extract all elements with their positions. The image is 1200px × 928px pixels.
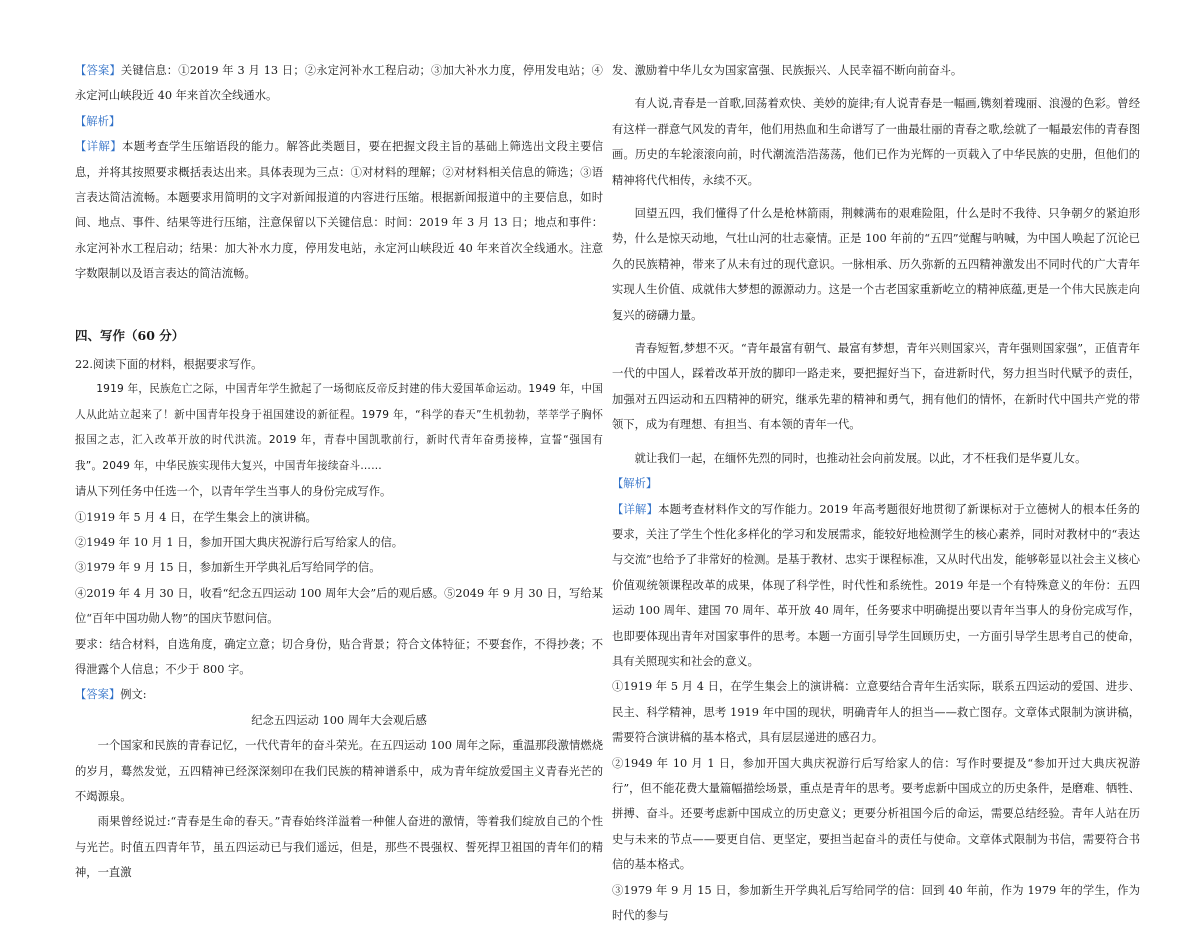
essay-title: 纪念五四运动 100 周年大会观后感: [251, 713, 427, 727]
essay-paragraph-6: 就让我们一起，在缅怀先烈的同时，也推动社会向前发展。以此，才不枉我们是华夏儿女。: [634, 451, 1087, 465]
essay-paragraph-1: 一个国家和民族的青春记忆，一代代青年的奋斗荣光。在五四运动 100 周年之际，重温那段激情燃烧的岁月，蓦然发觉，五四精神已经深深刻印在我们民族的精神谱系中，成为青年绽放爱国主义青春光芒的不竭源泉。: [75, 739, 603, 803]
answer-example-label: 例文:: [120, 688, 147, 702]
detail-paragraph: [75, 134, 603, 286]
essay-paragraph-4: 回望五四，我们懂得了什么是枪林箭雨，荆棘满布的艰难险阻，什么是时不我待、只争朝夕的紧迫形势，什么是惊天动地，气壮山河的壮志豪情。正是 100 年前的“五四”觉醒与呐喊，为中国人唤起了沉论已久的民族精神，带来了从未有过的现代意识。一脉相承、历久弥新的五四精神激发出不同时代的广大青年实现人生价值、成就伟大梦想的源源动力。这是一个古老国家重新屹立的精神底蕴,更是一个伟大民族走向复兴的磅礴力量。: [612, 207, 1140, 322]
detail-text-right: 本题考查材料作文的写作能力。2019 年高考题很好地贯彻了新课标对于立德树人的根本任务的要求，关注了学生个性化多样化的学习和发展需求，能较好地检测学生的核心素养，同时对教材中的“表达与交流”也给予了非常好的检测。是基于教材、忠实于课程标准，又从时代出发，能够彰显以社会主义核心价值观统领课程改革的成果，体现了科学性，时代性和系统性。2019 年是一个有特殊意义的年份：五四运动 100 周年、建国 70 周年、革开放 40 周年，任务要求中明确提出要以青年当事人的身份完成写作，也即要体现出青年对国家事件的思考。本题一方面引导学生回顾历史，一方面引导学生思考自己的使命，具有关照现实和社会的意义。: [612, 502, 1140, 668]
task-3: ③1979 年 9 月 15 日，参加新生开学典礼后写给同学的信。: [75, 561, 381, 575]
answer-paragraph-2: [75, 682, 603, 707]
detail-tag: 【详解】: [75, 140, 122, 154]
analysis-tag-right: 【解析】: [612, 477, 658, 491]
detail-text: 本题考查学生压缩语段的能力。解答此类题目，要在把握文段主旨的基础上筛选出文段主要信息，并将其按照要求概括表达出来。具体表现为三点：①对材料的理解；②对材料相关信息的筛选；③语言表达简洁流畅。本题要求用简明的文字对新闻报道的内容进行压缩。根据新闻报道中的主要信息，如时间、地点、事件、结果等进行压缩，注意保留以下关键信息：时间：2019 年 3 月 13 日；地点和事件：永定河补水工程启动；结果：加大补水力度，停用发电站，永定河山峡段近 40 年来首次全线通水。注意字数限制以及语言表达的简洁流畅。: [75, 140, 603, 281]
right-column: [612, 58, 1140, 928]
answer-text: 关键信息：①2019 年 3 月 13 日；②永定河补水工程启动；③加大补水力度，停用发电站；④永定河山峡段近 40 年来首次全线通水。: [75, 64, 603, 103]
task-4-5: ④2019 年 4 月 30 日，收看“纪念五四运动 100 周年大会”后的观后感。⑤2049 年 9 月 30 日，写给某位“百年中国功勋人物”的国庆节慰问信。: [75, 586, 603, 626]
requirements: 要求：结合材料，自选角度，确定立意；切合身份，贴合背景；符合文体特征；不要套作，不得抄袭；不得泄露个人信息；不少于 800 字。: [75, 637, 603, 676]
analysis-tag: 【解析】: [75, 114, 121, 128]
task-1: ①1919 年 5 月 4 日，在学生集会上的演讲稿。: [75, 510, 317, 524]
essay-paragraph-5: 青春短暂,梦想不灭。“青年最富有朝气、最富有梦想，青年兴则国家兴，青年强则国家强”，正值青年一代的中国人，踩着改革开放的脚印一路走来，要把握好当下，奋进新时代，努力担当时代赋予的责任，加强对五四运动和五四精神的研究，继承先辈的精神和勇气，拥有他们的情怀，在新时代中国共产党的带领下，成为有理想、有担当、有本领的青年一代。: [612, 342, 1140, 432]
answer-tag-2: 【答案】: [75, 688, 121, 702]
essay-paragraph-2: 雨果曾经说过:“青春是生命的春天。”青春始终洋溢着一种催人奋进的激情，等着我们绽放自己的个性与光芒。时值五四青年节，虽五四运动已与我们遥远，但是，那些不畏强权、誓死捍卫祖国的青年们的精神，一直激: [75, 815, 603, 880]
essay-paragraph-3: 有人说,青春是一首歌,回荡着欢快、美妙的旋律;有人说青春是一幅画,镌刻着瑰丽、浪漫的色彩。曾经有这样一群意气风发的青年，他们用热血和生命谱写了一曲最壮丽的青春之歌,绘就了一幅最宏伟的青春图画。历史的车轮滚滚向前，时代潮流浩浩荡荡，他们已作为光辉的一页载入了中华民族的史册，但他们的精神将代代相传，永续不灭。: [612, 97, 1140, 187]
section-title: 四、写作（60 分）: [75, 327, 185, 343]
answer-paragraph-1: [75, 58, 603, 109]
material-text: 1919 年，民族危亡之际，中国青年学生掀起了一场彻底反帝反封建的伟大爱国革命运动。1949 年，中国人从此站立起来了！新中国青年投身于祖国建设的新征程。1979 年，“科学的春天”生机勃勃，莘莘学子胸怀报国之志，汇入改革开放的时代洪流。2019 年，青春中国凯歌前行，新时代青年奋勇接棒，宣誓“强国有我”。2049 年，中华民族实现伟大复兴，中国青年接续奋斗……: [75, 383, 603, 472]
answer-tag: 【答案】: [75, 64, 121, 77]
question-22: 22.阅读下面的材料，根据要求写作。: [75, 358, 263, 372]
analysis-item-1: ①1919 年 5 月 4 日，在学生集会上的演讲稿：立意要结合青年生活实际，联系五四运动的爱国、进步、民主、科学精神，思考 1919 年中国的现状，明确青年人的担当——救亡图存。文章体式限制为演讲稿，需要符合演讲稿的基本格式，具有层层递进的感召力。: [612, 680, 1140, 745]
detail-tag-right: 【详解】: [612, 502, 659, 516]
analysis-item-2: ②1949 年 10 月 1 日，参加开国大典庆祝游行后写给家人的信：写作时要提及“参加开过大典庆祝游行”，但不能花费大量篇幅描绘场景，重点是青年的思考。要考虑新中国成立的历史条件，是磨难、牺牲、拼搏、奋斗。还要考虑新中国成立的历史意义；更要分析祖国今后的命运，需要总结经验。青年人站在历史与未来的节点——要更自信、更坚定，要担当起奋斗的责任与使命。文章体式限制为书信，需要符合书信的基本格式。: [612, 756, 1140, 872]
analysis-item-3: ③1979 年 9 月 15 日，参加新生开学典礼后写给同学的信：回到 40 年前，作为 1979 年的学生，作为时代的参与: [612, 883, 1140, 922]
task-2: ②1949 年 10 月 1 日，参加开国大典庆祝游行后写给家人的信。: [75, 535, 404, 549]
left-column: [75, 58, 603, 886]
task-instruction: 请从下列任务中任选一个，以青年学生当事人的身份完成写作。: [75, 485, 392, 499]
detail-paragraph-right: [612, 497, 1140, 675]
essay-paragraph-2-continued: 发、激励着中华儿女为国家富强、民族振兴、人民幸福不断向前奋斗。: [612, 64, 963, 77]
